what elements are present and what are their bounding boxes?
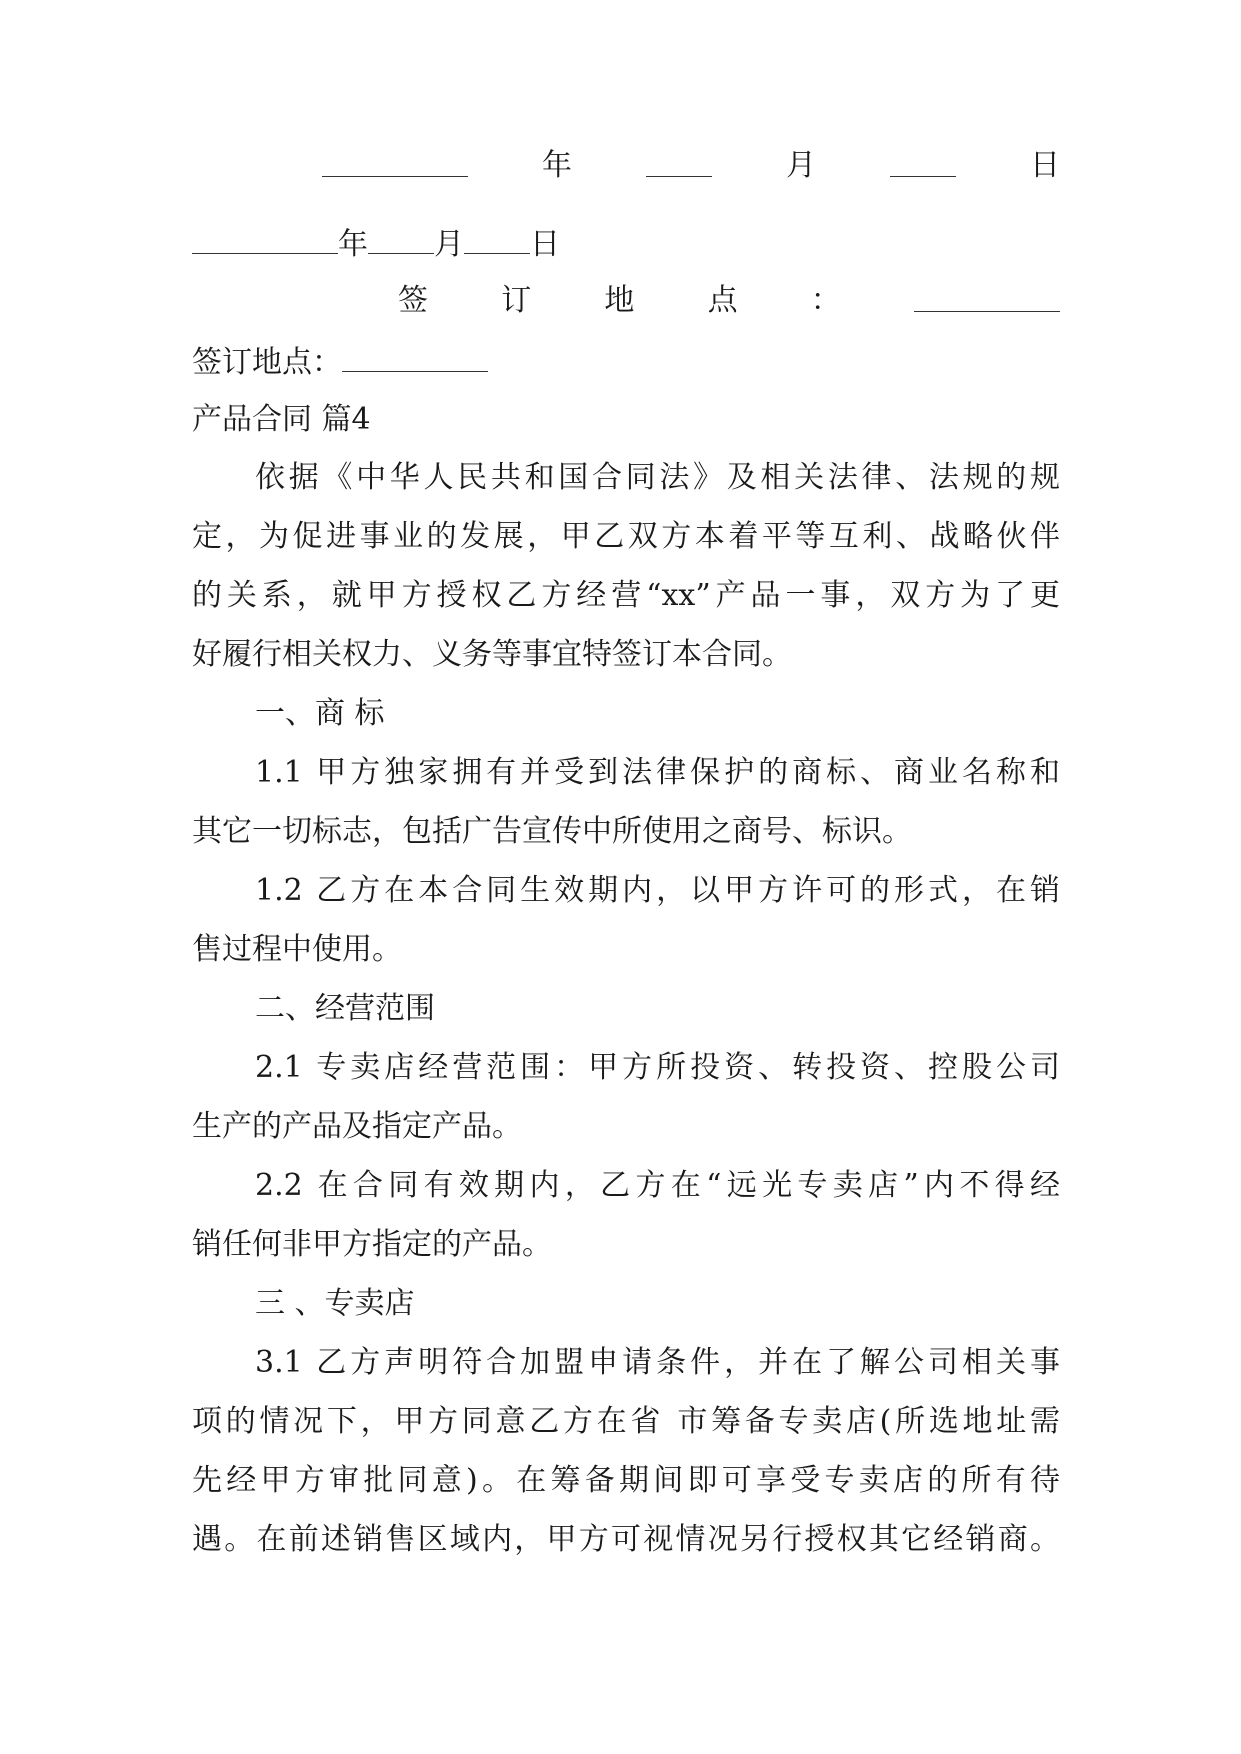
month-label: 月 [786,148,816,183]
place-char: 订 [501,283,532,318]
section-title: 产品合同 篇4 [192,402,371,437]
year-label: 年 [338,227,368,262]
body-line: 3.1 乙方声明符合加盟申请条件，并在了解公司相关事 [255,1345,1060,1380]
place-label: 签订地点： [192,345,342,380]
body-line: 其它一切标志，包括广告宣传中所使用之商号、标识。 [192,814,912,849]
body-line: 项的情况下，甲方同意乙方在省 市筹备专卖店(所选地址需 [192,1404,1060,1439]
year-blank [192,223,338,254]
body-line: 好履行相关权力、义务等事宜特签订本合同。 [192,637,792,672]
place-blank [342,341,488,372]
body-line: 的关系，就甲方授权乙方经营“xx”产品一事，双方为了更 [192,578,1060,613]
place-char: ： [810,283,841,318]
body-line: 1.1 甲方独家拥有并受到法律保护的商标、商业名称和 [255,755,1060,790]
month-blank [368,223,434,254]
place-char: 签 [398,283,428,318]
body-line: 1.2 乙方在本合同生效期内，以甲方许可的形式，在销 [255,873,1060,908]
month-label: 月 [434,227,464,262]
day-label: 日 [530,227,560,262]
body-line: 销任何非甲方指定的产品。 [192,1227,552,1262]
body-line: 先经甲方审批同意)。在筹备期间即可享受专卖店的所有待 [192,1463,1060,1498]
heading-store: 三 、专卖店 [255,1286,415,1321]
date-line-2 [192,223,1060,263]
year-blank [322,146,468,177]
year-label: 年 [542,148,572,183]
heading-business-scope: 二、经营范围 [255,991,435,1026]
body-line: 2.1 专卖店经营范围：甲方所投资、转投资、控股公司 [255,1050,1060,1085]
signing-place-line-2 [192,341,1060,381]
day-label: 日 [1030,148,1060,183]
day-blank [464,223,530,254]
signing-place-line-1 [398,281,1060,321]
body-line: 2.2 在合同有效期内，乙方在“远光专卖店”内不得经 [255,1168,1060,1203]
body-line: 生产的产品及指定产品。 [192,1109,522,1144]
month-blank-prefix [646,146,712,177]
place-char: 点 [707,283,738,318]
body-line: 遇。在前述销售区域内，甲方可视情况另行授权其它经销商。 [192,1522,1060,1557]
day-blank-prefix [890,146,956,177]
body-line: 定，为促进事业的发展，甲乙双方本着平等互利、战略伙伴 [192,519,1060,554]
date-line-1 [322,146,1060,186]
place-blank [914,281,1060,312]
place-char: 地 [604,283,635,318]
body-line: 售过程中使用。 [192,932,402,967]
heading-trademark: 一、商 标 [255,696,385,731]
body-line: 依据《中华人民共和国合同法》及相关法律、法规的规 [255,460,1060,495]
